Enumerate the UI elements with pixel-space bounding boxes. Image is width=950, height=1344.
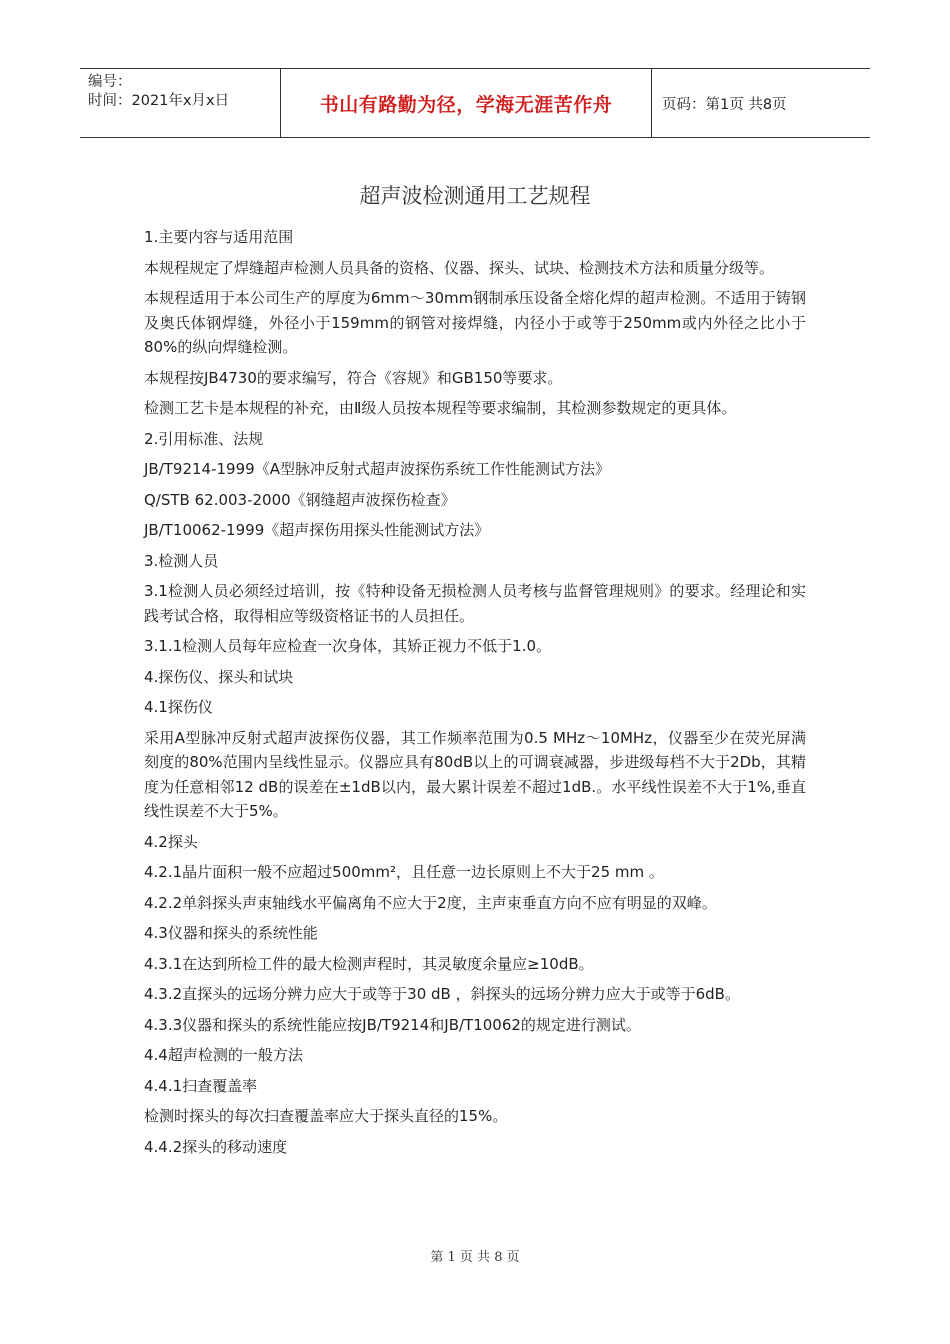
paragraph: 4.3仪器和探头的系统性能 xyxy=(144,924,318,942)
paragraph: 1.主要内容与适用范围 xyxy=(144,228,294,246)
header-motto: 书山有路勤为径，学海无涯苦作舟 xyxy=(319,93,613,116)
paragraph: 4.2.1晶片面积一般不应超过500mm²，且任意一边长原则上不大于25 mm 。 xyxy=(144,863,664,881)
paragraph: Q/STB 62.003-2000《钢缝超声波探伤检查》 xyxy=(144,490,456,509)
document-body xyxy=(144,225,806,1165)
paragraph: 2.引用标准、法规 xyxy=(144,429,264,448)
paragraph: 检测工艺卡是本规程的补充，由Ⅱ级人员按本规程等要求编制，其检测参数规定的更具体。 xyxy=(144,399,737,417)
paragraph: 4.探伤仪、探头和试块 xyxy=(144,667,294,686)
paragraph: 4.3.1在达到所检工件的最大检测声程时，其灵敏度余量应≥10dB。 xyxy=(144,954,594,973)
paragraph: JB/T9214-1999《A型脉冲反射式超声波探伤系统工作性能测试方法》 xyxy=(144,460,610,478)
paragraph: 检测时探头的每次扫查覆盖率应大于探头直径的15%。 xyxy=(144,1107,508,1125)
paragraph: 4.4超声检测的一般方法 xyxy=(144,1046,303,1064)
header-left-cell xyxy=(80,69,280,137)
paragraph: 4.4.1扫查覆盖率 xyxy=(144,1076,258,1095)
page-header xyxy=(80,68,870,138)
header-page-info: 页码：第1页 共8页 xyxy=(662,96,787,113)
header-motto-cell xyxy=(280,69,652,137)
paragraph: 4.4.2探头的移动速度 xyxy=(144,1137,288,1156)
paragraph: 4.1探伤仪 xyxy=(144,698,213,716)
paragraph: 3.检测人员 xyxy=(144,551,219,570)
paragraph: 4.2探头 xyxy=(144,832,198,851)
paragraph: JB/T10062-1999《超声探伤用探头性能测试方法》 xyxy=(144,521,490,539)
paragraph: 4.3.2直探头的远场分辨力应大于或等于30 dB ，斜探头的远场分辨力应大于或等于6dB。 xyxy=(144,985,740,1003)
paragraph: 3.1.1检测人员每年应检查一次身体，其矫正视力不低于1.0。 xyxy=(144,637,552,655)
paragraph: 本规程按JB4730的要求编写，符合《容规》和GB150等要求。 xyxy=(144,368,563,387)
page-footer: 第 1 页 共 8 页 xyxy=(430,1250,520,1265)
document-date-label: 时间：2021年x月x日 xyxy=(88,93,230,109)
paragraph: 4.3.3仪器和探头的系统性能应按JB/T9214和JB/T10062的规定进行测试。 xyxy=(144,1015,641,1034)
document-number-label: 编号： xyxy=(88,74,132,90)
paragraph: 本规程规定了焊缝超声检测人员具备的资格、仪器、探头、试块、检测技术方法和质量分级等。 xyxy=(144,258,775,277)
paragraph: 3.1检测人员必须经过培训，按《特种设备无损检测人员考核与监督管理规则》的要求。经理论和实践考试合格，取得相应等级资格证书的人员担任。 xyxy=(144,582,806,625)
paragraph: 4.2.2单斜探头声束轴线水平偏离角不应大于2度，主声束垂直方向不应有明显的双峰。 xyxy=(144,893,717,912)
paragraph: 本规程适用于本公司生产的厚度为6mm～30mm钢制承压设备全熔化焊的超声检测。不适用于铸钢及奥氏体钢焊缝，外径小于159mm的钢管对接焊缝，内径小于或等于250mm或内外径之比小于80%的纵向焊缝检测。 xyxy=(144,289,806,356)
paragraph: 采用A型脉冲反射式超声波探伤仪器，其工作频率范围为0.5 MHz～10MHz，仪器至少在荧光屏满刻度的80%范围内呈线性显示。仪器应具有80dB以上的可调衰减器，步进级每档不大于2Db，其精度为任意相邻12 dB的误差在±1dB以内，最大累计误差不超过1dB.。水平线性误差不大于1%,垂直线性误差不大于5%。 xyxy=(144,728,806,820)
document-title: 超声波检测通用工艺规程 xyxy=(359,184,591,208)
